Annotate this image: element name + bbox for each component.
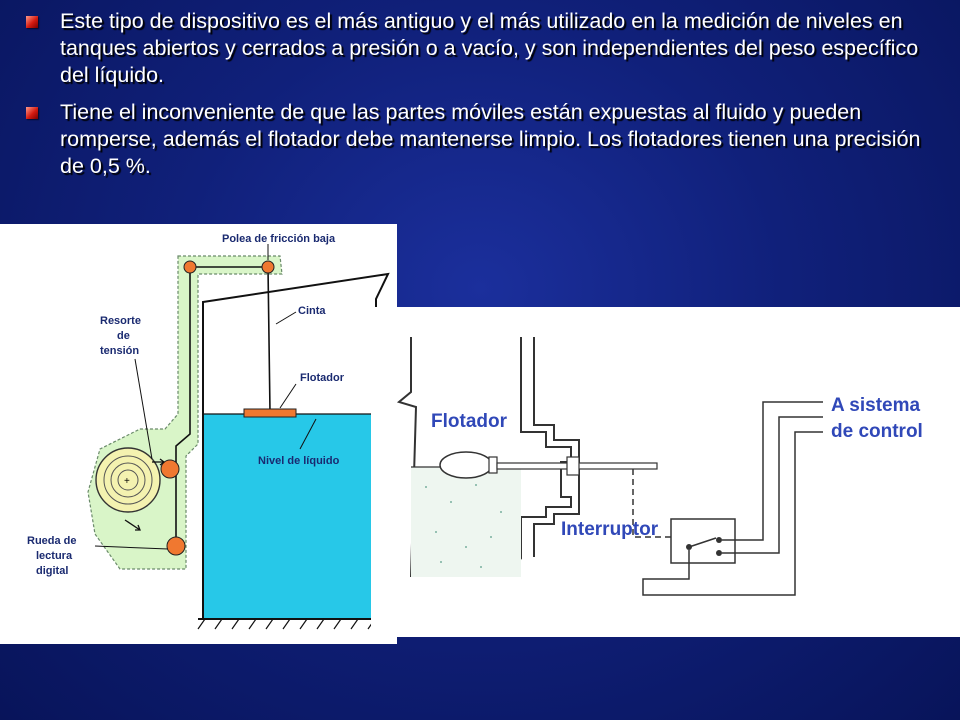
label-spring-2: de	[117, 330, 130, 342]
switch-contact-icon	[716, 537, 722, 543]
ground-hatch	[198, 619, 375, 629]
label-control-2: de control	[831, 421, 923, 442]
bullet-item-2	[18, 99, 948, 180]
label-control-1: A sistema	[831, 395, 921, 416]
switch-box	[671, 519, 735, 563]
label-wheel-1: Rueda de	[27, 535, 77, 547]
label-wheel-2: lectura	[36, 550, 73, 562]
bullet-item-1	[18, 8, 948, 89]
label-spring-3: tensión	[100, 345, 140, 357]
label-switch: Interruptor	[561, 519, 659, 540]
float-switch-svg	[371, 307, 960, 637]
switch-contact-icon	[716, 550, 722, 556]
float-gauge-diagram	[0, 224, 397, 644]
plus-mark: +	[124, 476, 130, 487]
float-switch-diagram	[371, 307, 960, 637]
float-gauge-svg	[0, 224, 397, 644]
label-float: Flotador	[431, 411, 507, 432]
bullet-square-icon	[26, 107, 38, 119]
label-pulley: Polea de fricción baja	[222, 233, 336, 245]
pivot-block	[567, 457, 579, 475]
label-float: Flotador	[300, 372, 344, 384]
control-wires	[643, 402, 823, 595]
bullet-square-icon	[26, 16, 38, 28]
label-spring-1: Resorte	[100, 315, 141, 327]
float-ball	[440, 452, 492, 478]
reading-wheel-icon	[167, 537, 185, 555]
liquid-area	[204, 414, 375, 619]
pulley-left-icon	[184, 261, 196, 273]
pulley-right-icon	[262, 261, 274, 273]
bullet-text-1: Este tipo de dispositivo es el más antiguo y el más utilizado en la medición de niveles en tanques abiertos y cerrados a presión o a vacío, y son independientes del peso específico del líquido.	[60, 9, 919, 87]
bullet-text-2: Tiene el inconveniente de que las partes móviles están expuestas al fluido y pueden romperse, además el flotador debe mantenerse limpio. Los flotadores tienen una precisión de 0,5 %.	[60, 100, 921, 178]
float-body	[244, 409, 296, 417]
liquid-area	[411, 467, 521, 577]
bullet-list	[18, 8, 948, 190]
label-tape: Cinta	[298, 305, 326, 317]
label-liquid-level: Nivel de líquido	[258, 455, 340, 467]
label-wheel-3: digital	[36, 565, 69, 577]
float-joint	[489, 457, 497, 473]
